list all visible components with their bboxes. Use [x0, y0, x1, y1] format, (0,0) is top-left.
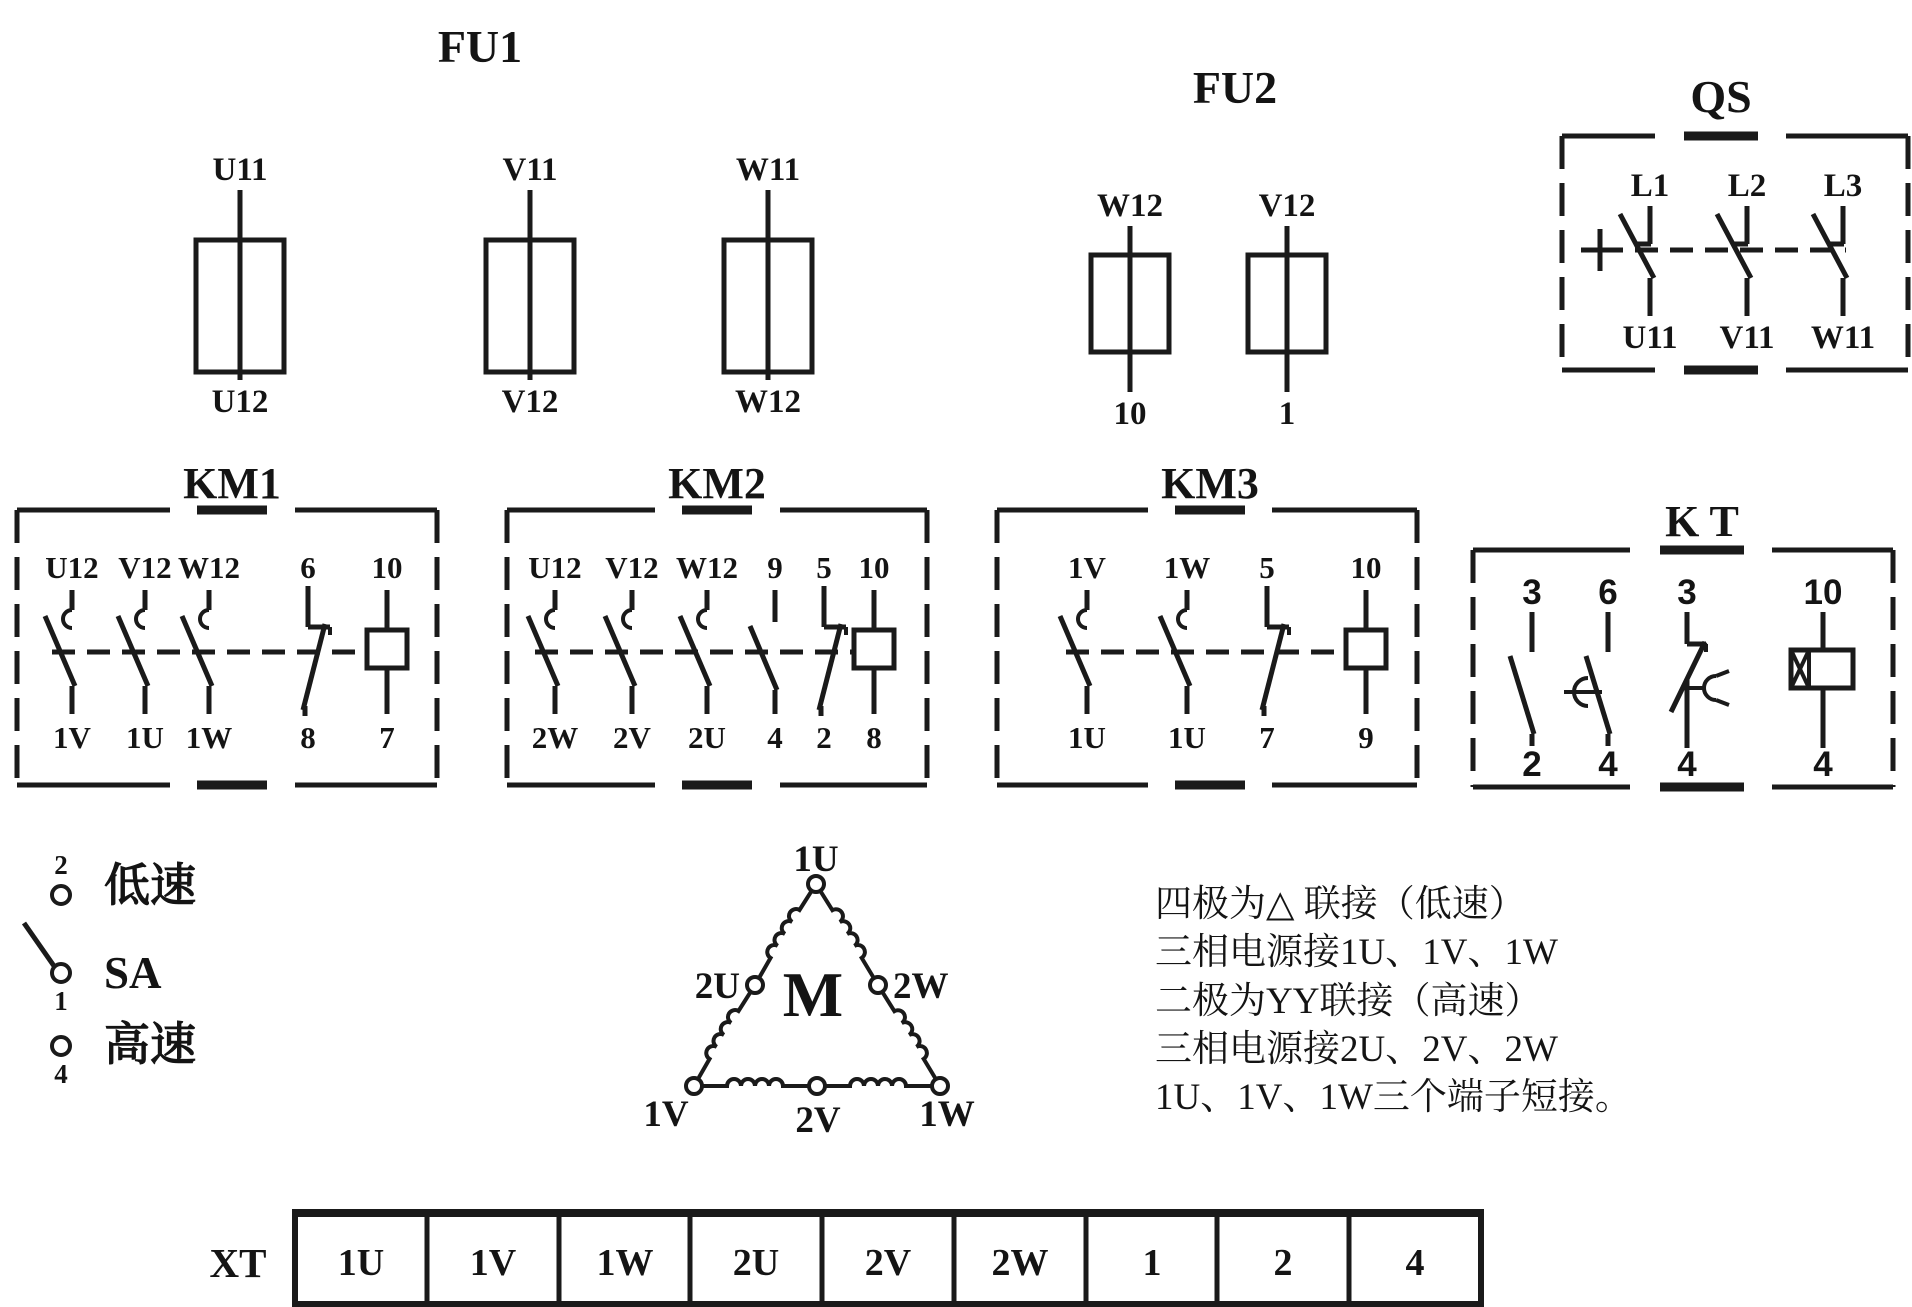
fuse-bottom-label: U12 [211, 384, 269, 420]
xt-cell-label: 1V [469, 1242, 517, 1284]
motor-terminal-node [747, 977, 763, 993]
contact-bottom-label: 1U [1168, 720, 1206, 755]
kt-group [1473, 497, 1893, 787]
delay-fork-tine [1716, 700, 1729, 705]
motor-terminal-2V: 2V [795, 1100, 841, 1141]
coil-top-label: 10 [858, 550, 890, 585]
note-line: 三相电源接2U、2V、2W [1155, 1029, 1558, 1070]
note-line: 1U、1V、1W三个端子短接。 [1155, 1077, 1632, 1118]
contact-blade [303, 624, 325, 710]
contact-blade [1586, 656, 1610, 734]
xt-cell-label: 2 [1273, 1242, 1293, 1284]
fuse-top-label: W11 [735, 152, 801, 188]
qs-pole-2 [1717, 168, 1775, 356]
contact-bottom-label: 1U [1068, 720, 1106, 755]
kt-title: K T [1665, 497, 1739, 546]
contact-top-label: U12 [528, 550, 582, 585]
motor-label: M [782, 959, 844, 1030]
contact-blade [819, 624, 841, 710]
pole-top-label: L3 [1823, 168, 1863, 204]
motor-terminal-1V: 1V [643, 1094, 689, 1135]
motor-terminal-2W: 2W [893, 966, 949, 1007]
sa-terminal-2-label: 2 [54, 850, 68, 880]
contact-top-label: 6 [300, 550, 316, 585]
contact-top-label: 6 [1598, 573, 1618, 612]
qs-pole-3 [1811, 168, 1875, 356]
fu1-fuse-2 [486, 152, 574, 420]
contact-top-label: 5 [816, 550, 832, 585]
contact-top-label: U12 [45, 550, 99, 585]
contact-blade [750, 626, 777, 690]
contact-bottom-label: 8 [300, 720, 316, 755]
note-line: 四极为△ 联接（低速） [1155, 884, 1526, 925]
contact-bottom-label: 4 [1598, 745, 1618, 784]
fu2-fuse-2 [1248, 188, 1326, 432]
contact-bottom-label: 7 [1259, 720, 1275, 755]
contact-blade [1510, 656, 1534, 734]
xt-cell-label: 2U [732, 1242, 780, 1284]
contact-top-label: 9 [767, 550, 783, 585]
sa-high-speed-label: 高速 [104, 1019, 196, 1070]
contact-bottom-label: 2 [1522, 745, 1542, 784]
contact-hook [1078, 610, 1087, 628]
xt-cell-label: 1U [337, 1242, 385, 1284]
contact-top-label: 1W [1163, 550, 1211, 585]
fu1-title: FU1 [437, 21, 523, 72]
contact-bottom-label: 2U [688, 720, 726, 755]
kt-delay-nc-contact [1671, 573, 1729, 784]
contact-top-label: 5 [1259, 550, 1275, 585]
sa-terminal-4-label: 4 [54, 1059, 68, 1089]
km3-coil [1346, 550, 1386, 755]
sa-label: SA [104, 948, 162, 998]
coil-box [367, 630, 407, 668]
motor-terminal-1W: 1W [919, 1094, 975, 1135]
contact-top-label: W12 [178, 550, 240, 585]
xt-cell-label: 4 [1405, 1242, 1425, 1284]
contact-hook [200, 610, 209, 628]
pole-top-label: L2 [1727, 168, 1767, 204]
km2-coil [854, 550, 894, 755]
fu1-fuse-1 [196, 152, 284, 420]
contact-top-label: 3 [1522, 573, 1542, 612]
pole-top-label: L1 [1630, 168, 1670, 204]
km1-group [17, 459, 437, 785]
fuse-bottom-label: V12 [501, 384, 559, 420]
pole-bottom-label: W11 [1810, 320, 1876, 356]
contact-hook [546, 610, 555, 628]
km1-coil [367, 550, 407, 755]
sa-terminal-4-node [52, 1037, 70, 1055]
km1-title: KM1 [183, 459, 281, 508]
contact-top-label: V12 [605, 550, 659, 585]
sa-group [24, 850, 196, 1089]
kt-delay-no-contact [1564, 573, 1618, 784]
xt-cell-label: 1 [1142, 1242, 1162, 1284]
kt-no-contact [1510, 573, 1542, 784]
km3-group [997, 459, 1417, 785]
fuse-top-label: V12 [1258, 188, 1316, 224]
sa-lever [24, 923, 54, 966]
km3-title: KM3 [1161, 459, 1259, 508]
motor-terminal-node [932, 1078, 948, 1094]
notes-block [1155, 883, 1632, 1118]
fuse-top-label: V11 [502, 152, 558, 188]
motor-terminal-2U: 2U [694, 966, 740, 1007]
coil-bottom-label: 7 [379, 720, 395, 755]
km2-title: KM2 [668, 459, 766, 508]
delay-fork-tine [1716, 671, 1729, 676]
coil-box [854, 630, 894, 668]
contact-hook [1178, 610, 1187, 628]
xt-group [210, 1212, 1484, 1304]
fu2-title: FU2 [1192, 62, 1278, 113]
contact-top-label: W12 [676, 550, 738, 585]
note-line: 三相电源接1U、1V、1W [1155, 932, 1558, 973]
contact-hook [136, 610, 145, 628]
sa-low-speed-label: 低速 [104, 860, 196, 911]
contact-hook [623, 610, 632, 628]
qs-group [1562, 71, 1908, 370]
fu1-fuse-3 [724, 152, 812, 420]
motor-terminal-node [686, 1078, 702, 1094]
contact-hook [698, 610, 707, 628]
contact-bottom-label: 2V [613, 720, 651, 755]
contact-bottom-label: 1W [185, 720, 233, 755]
coil-bottom-label: 4 [1813, 745, 1833, 784]
fu1-group [196, 21, 812, 420]
note-line: 二极为YY联接（高速） [1155, 981, 1542, 1022]
xt-label: XT [209, 1240, 267, 1286]
contact-blade [1262, 624, 1284, 710]
motor-terminal-1U: 1U [793, 839, 839, 880]
qs-pole-1 [1620, 168, 1678, 356]
contact-bottom-label: 4 [1677, 745, 1697, 784]
kt-coil [1791, 573, 1853, 784]
coil-bottom-label: 8 [866, 720, 882, 755]
delay-fork-arc [1704, 676, 1716, 700]
coil-top-label: 10 [371, 550, 403, 585]
motor-terminal-node [870, 977, 886, 993]
contact-bottom-label: 1V [53, 720, 91, 755]
pole-bottom-label: U11 [1622, 320, 1678, 356]
pole-bottom-label: V11 [1719, 320, 1775, 356]
sa-terminal-1-node [52, 964, 70, 982]
fuse-bottom-label: W12 [735, 384, 801, 420]
fu2-fuse-1 [1091, 188, 1169, 432]
contact-top-label: 1V [1068, 550, 1106, 585]
fuse-bottom-label: 1 [1278, 396, 1296, 432]
coil-bottom-label: 9 [1358, 720, 1374, 755]
coil-top-label: 10 [1350, 550, 1382, 585]
sa-terminal-1-label: 1 [54, 986, 68, 1016]
contact-top-label: V12 [118, 550, 172, 585]
sa-terminal-2-node [52, 886, 70, 904]
xt-cell-label: 2V [864, 1242, 912, 1284]
coil-box [1346, 630, 1386, 668]
contact-bottom-label: 4 [767, 720, 783, 755]
contact-top-label: 3 [1677, 573, 1697, 612]
contact-bottom-label: 2 [816, 720, 832, 755]
motor-terminal-node [809, 1078, 825, 1094]
contact-bottom-label: 1U [126, 720, 164, 755]
motor-group [643, 839, 974, 1141]
fu2-group [1091, 62, 1326, 432]
contact-hook [63, 610, 72, 628]
fuse-bottom-label: 10 [1113, 396, 1147, 432]
xt-cell-label: 1W [596, 1242, 654, 1284]
contact-bottom-label: 2W [531, 720, 579, 755]
qs-title: QS [1690, 71, 1752, 122]
fuse-top-label: W12 [1097, 188, 1163, 224]
coil-top-label: 10 [1803, 573, 1843, 612]
km2-group [507, 459, 927, 785]
fuse-top-label: U11 [212, 152, 268, 188]
xt-cell-label: 2W [991, 1242, 1049, 1284]
